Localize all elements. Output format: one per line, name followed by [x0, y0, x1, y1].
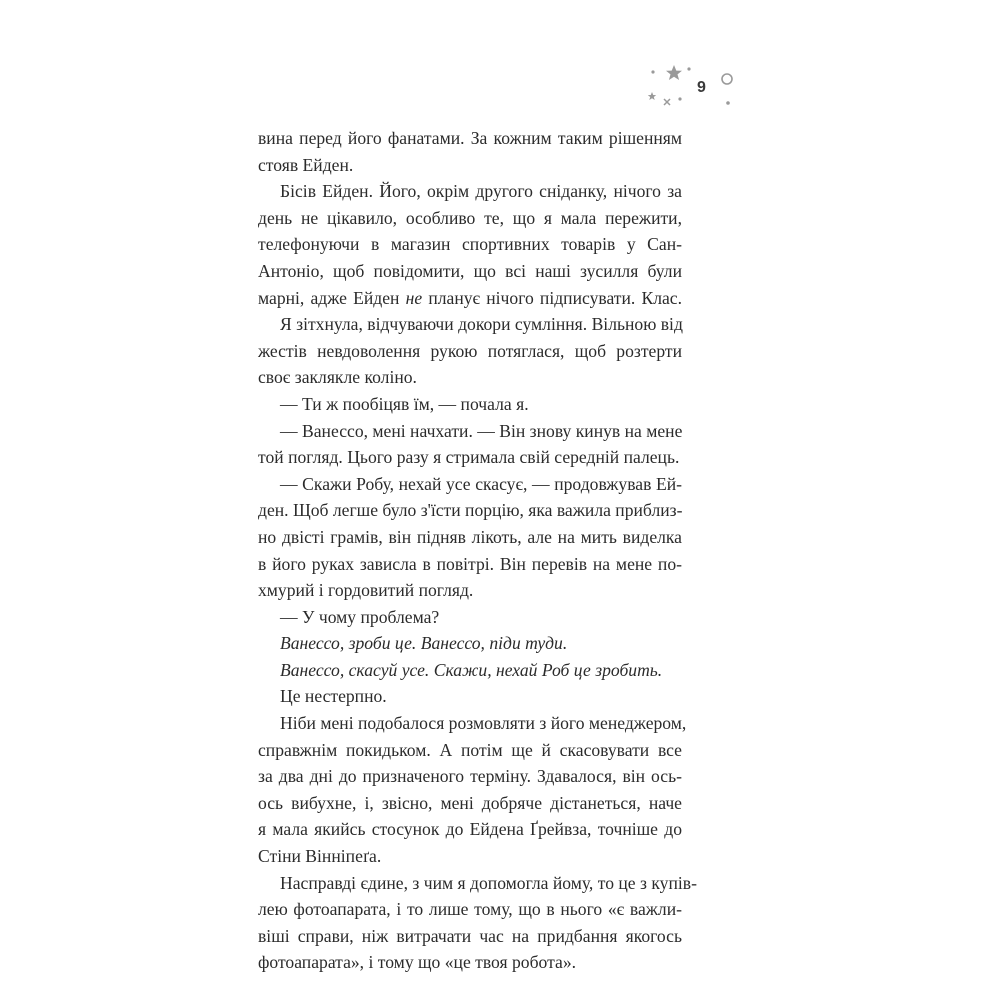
- text-line: — Скажи Робу, нехай усе скасує, — продовжував Ей-: [280, 473, 682, 494]
- header-decoration: [636, 60, 746, 110]
- text-line: Бісів Ейден. Його, окрім другого сніданку, нічого за: [280, 181, 682, 202]
- text-line: своє заклякле коліно.: [258, 367, 417, 388]
- text-line: Ніби мені подобалося розмовляти з його менеджером,: [280, 713, 687, 734]
- text-line: жестів невдоволення рукою потяглася, щоб розтерти: [258, 340, 682, 361]
- text-line: за два дні до призначеного терміну. Здавалося, він ось-: [258, 766, 682, 787]
- text-line: стояв Ейден.: [258, 154, 354, 175]
- text-line: — Ванессо, мені начхати. — Він знову кинув на мене: [280, 420, 683, 441]
- text-line: Ванессо, зроби це. Ванессо, піди туди.: [280, 633, 568, 654]
- text-line: — Ти ж пообіцяв їм, — почала я.: [280, 393, 529, 414]
- text-line: лею фотоапарата, і то лише тому, що в нього «є важли-: [258, 899, 682, 920]
- text-line: вина перед його фанатами. За кожним таким рішенням: [258, 128, 682, 148]
- text-line: в його руках зависла в повітрі. Він перевів на мене по-: [258, 553, 682, 574]
- text-line: той погляд. Цього разу я стримала свій середній палець.: [258, 447, 680, 468]
- star-icon: [648, 92, 656, 100]
- text-line: Стіни Вінніпеґа.: [258, 846, 382, 867]
- emphasis-text: не: [405, 287, 423, 308]
- text-line: день не цікавило, особливо те, що я мала пережити,: [258, 207, 682, 228]
- text-line: но двісті грамів, він підняв лікоть, але на мить виделка: [258, 526, 682, 547]
- text-line: телефонуючи в магазин спортивних товарів у Сан-: [258, 234, 682, 255]
- dot-icon: [687, 67, 690, 70]
- text-line: фотоапарата», і тому що «це твоя робота».: [258, 952, 577, 973]
- text-line: Це нестерпно.: [280, 686, 387, 707]
- text-line: ден. Щоб легше було з'їсти порцію, яка важила приблиз-: [258, 500, 683, 521]
- page-number: 9: [697, 79, 706, 96]
- body-text: [258, 125, 697, 976]
- text-segment: марні, адже Ейден: [258, 287, 406, 308]
- dot-icon: [678, 97, 681, 100]
- text-line: — У чому проблема?: [280, 606, 440, 627]
- stars-decoration: [636, 60, 746, 110]
- text-line: хмурий і гордовитий погляд.: [258, 580, 474, 601]
- text-line: віші справи, ніж витрачати час на придбання якогось: [258, 925, 682, 946]
- dot-icon: [651, 70, 654, 73]
- star-icon: [666, 65, 682, 80]
- text-line: справжнім покидьком. А потім ще й скасовувати все: [258, 739, 682, 760]
- text-segment: планує нічого підписувати. Клас.: [422, 287, 682, 308]
- text-line: я мала якийсь стосунок до Ейдена Ґрейвза, точніше до: [258, 819, 682, 840]
- text-line: Антоніо, щоб повідомити, що всі наші зусилля були: [258, 260, 682, 281]
- text-line: Насправді єдине, з чим я допомогла йому, то це з купів-: [280, 872, 697, 893]
- circle-icon: [722, 74, 732, 84]
- cross-icon: [664, 99, 670, 105]
- text-line: [258, 285, 682, 312]
- text-line: Я зітхнула, відчуваючи докори сумління. Вільною від: [280, 314, 683, 335]
- text-line: Ванессо, скасуй усе. Скажи, нехай Роб це зробить.: [280, 659, 663, 680]
- dot-icon: [726, 101, 730, 105]
- text-line: ось вибухне, і, звісно, мені добряче дістанеться, наче: [258, 792, 682, 813]
